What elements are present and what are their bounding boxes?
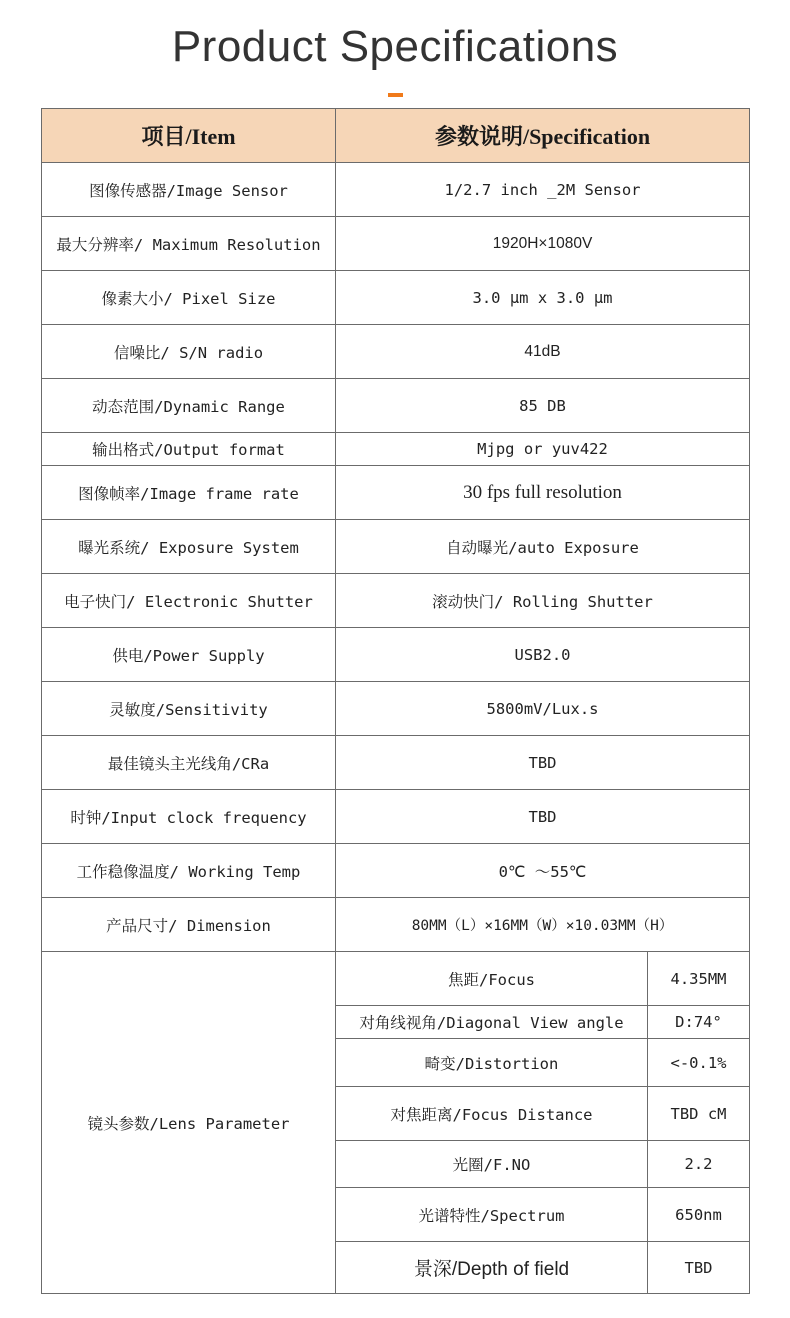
row-spec: 1/2.7 inch _2M Sensor [336,163,750,217]
row-item: 工作稳像温度/ Working Temp [42,844,336,898]
lens-param-value: <-0.1% [648,1039,750,1087]
table-row [42,379,750,433]
row-spec: 1920H×1080V [336,217,750,271]
lens-param-name: 焦距/Focus [336,952,648,1006]
table-row [42,898,750,952]
table-row [42,574,750,628]
lens-param-value: 2.2 [648,1141,750,1188]
row-item: 信噪比/ S/N radio [42,325,336,379]
row-item: 像素大小/ Pixel Size [42,271,336,325]
lens-param-name: 对角线视角/Diagonal View angle [336,1006,648,1039]
row-spec: 5800mV/Lux.s [336,682,750,736]
header-item: 项目/Item [42,109,336,163]
lens-param-value: TBD [648,1242,750,1294]
lens-param-name: 光圈/F.NO [336,1141,648,1188]
row-item: 动态范围/Dynamic Range [42,379,336,433]
table-row [42,217,750,271]
table-row [42,520,750,574]
row-item: 输出格式/Output format [42,433,336,466]
lens-param-name: 畸变/Distortion [336,1039,648,1087]
lens-param-value: TBD cM [648,1087,750,1141]
row-spec: TBD [336,790,750,844]
row-spec: 30 fps full resolution [336,466,750,520]
row-spec: 41dB [336,325,750,379]
table-row [42,271,750,325]
lens-parameter-label: 镜头参数/Lens Parameter [42,952,336,1294]
table-row [42,844,750,898]
row-item: 电子快门/ Electronic Shutter [42,574,336,628]
table-row [42,433,750,466]
row-spec: Mjpg or yuv422 [336,433,750,466]
title-accent-bar [388,93,403,97]
lens-param-value: D:74° [648,1006,750,1039]
table-row [42,790,750,844]
row-spec: 80MM（L）×16MM（W）×10.03MM（H） [336,898,750,952]
row-spec: 自动曝光/auto Exposure [336,520,750,574]
lens-row [42,952,750,1006]
table-row [42,466,750,520]
row-spec: TBD [336,736,750,790]
lens-param-name: 光谱特性/Spectrum [336,1188,648,1242]
row-item: 灵敏度/Sensitivity [42,682,336,736]
row-spec: 0℃ ～55℃ [336,844,750,898]
header-spec: 参数说明/Specification [336,109,750,163]
table-row [42,736,750,790]
row-item: 图像传感器/Image Sensor [42,163,336,217]
row-item: 产品尺寸/ Dimension [42,898,336,952]
table-row [42,163,750,217]
page-title: Product Specifications [171,22,619,71]
row-item: 最大分辨率/ Maximum Resolution [42,217,336,271]
table-row [42,325,750,379]
row-spec: 滚动快门/ Rolling Shutter [336,574,750,628]
row-item: 曝光系统/ Exposure System [42,520,336,574]
lens-param-name: 景深/Depth of field [336,1242,648,1294]
table-header-row [42,109,750,163]
row-spec: USB2.0 [336,628,750,682]
row-item: 时钟/Input clock frequency [42,790,336,844]
row-item: 图像帧率/Image frame rate [42,466,336,520]
table-row [42,628,750,682]
row-item: 最佳镜头主光线角/CRa [42,736,336,790]
lens-param-name: 对焦距离/Focus Distance [336,1087,648,1141]
spec-table [41,108,750,1294]
row-spec: 3.0 μm x 3.0 μm [336,271,750,325]
lens-param-value: 4.35MM [648,952,750,1006]
row-item: 供电/Power Supply [42,628,336,682]
row-spec: 85 DB [336,379,750,433]
lens-param-value: 650nm [648,1188,750,1242]
table-row [42,682,750,736]
